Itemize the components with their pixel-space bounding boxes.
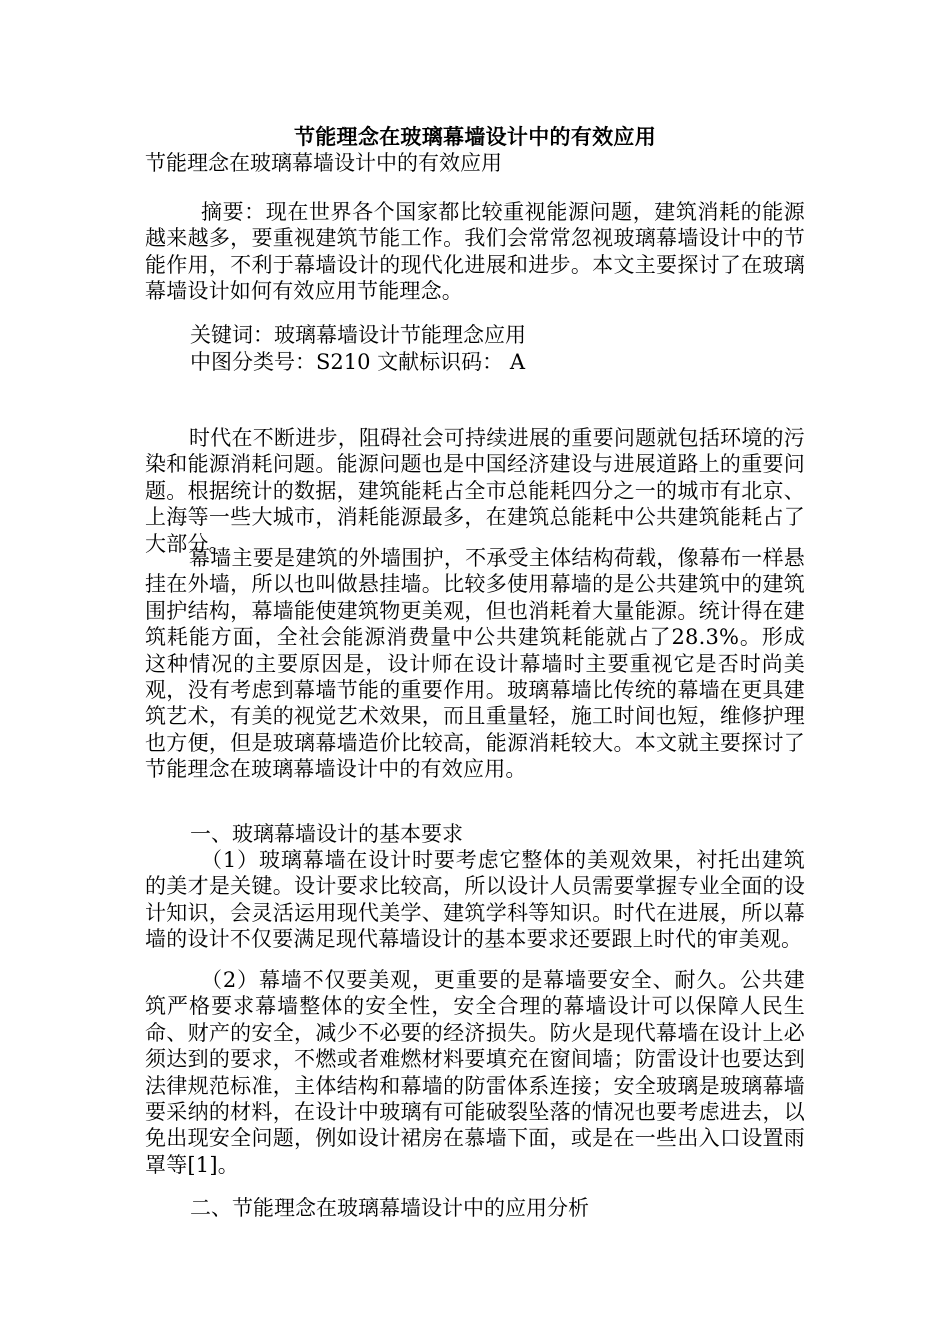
section-1-heading: 一、玻璃幕墙设计的基本要求	[190, 822, 463, 846]
document-title: 节能理念在玻璃幕墙设计中的有效应用	[293, 124, 657, 149]
abstract-paragraph: 摘要：现在世界各个国家都比较重视能源问题，建筑消耗的能源越来越多，要重视建筑节能工作。我们会常常忽视玻璃幕墙设计中的节能作用，不利于幕墙设计的现代化进展和进步。本文主要探讨了在玻璃幕墙设计如何有效应用节能理念。	[145, 200, 805, 304]
section-2-heading: 二、节能理念在玻璃幕墙设计中的应用分析	[190, 1196, 589, 1220]
classification-line: 中图分类号：S210 文献标识码： A	[190, 350, 525, 374]
keywords-line: 关键词：玻璃幕墙设计节能理念应用	[190, 323, 526, 347]
body-paragraph-2: 幕墙主要是建筑的外墙围护，不承受主体结构荷载，像幕布一样悬挂在外墙，所以也叫做悬挂墙。比较多使用幕墙的是公共建筑中的建筑围护结构，幕墙能使建筑物更美观，但也消耗着大量能源。统计得在建筑耗能方面，全社会能源消费量中公共建筑耗能就占了28.3%。形成这种情况的主要原因是，设计师在设计幕墙时主要重视它是否时尚美观，没有考虑到幕墙节能的重要作用。玻璃幕墙比传统的幕墙在更具建筑艺术，有美的视觉艺术效果，而且重量轻，施工时间也短，维修护理也方便，但是玻璃幕墙造价比较高，能源消耗较大。本文就主要探讨了节能理念在玻璃幕墙设计中的有效应用。	[145, 546, 805, 782]
section-1-item-2: （2）幕墙不仅要美观，更重要的是幕墙要安全、耐久。公共建筑严格要求幕墙整体的安全性，安全合理的幕墙设计可以保障人民生命、财产的安全，减少不必要的经济损失。防火是现代幕墙在设计上必须达到的要求，不燃或者难燃材料要填充在窗间墙；防雷设计也要达到法律规范标准，主体结构和幕墙的防雷体系连接；安全玻璃是玻璃幕墙要采纳的材料，在设计中玻璃有可能破裂坠落的情况也要考虑进去，以免出现安全问题，例如设计裙房在慕墙下面，或是在一些出入口设置雨罩等[1]。	[145, 968, 805, 1177]
body-paragraph-1: 时代在不断进步，阻碍社会可持续进展的重要问题就包括环境的污染和能源消耗问题。能源问题也是中国经济建设与进展道路上的重要问题。根据统计的数据，建筑能耗占全市总能耗四分之一的城市有北京、上海等一些大城市，消耗能源最多，在建筑总能耗中公共建筑能耗占了大部分。	[145, 426, 805, 556]
document-subtitle: 节能理念在玻璃幕墙设计中的有效应用	[145, 151, 502, 175]
section-1-item-1: （1）玻璃幕墙在设计时要考虑它整体的美观效果，衬托出建筑的美才是关键。设计要求比较高，所以设计人员需要掌握专业全面的设计知识，会灵活运用现代美学、建筑学科等知识。时代在进展，所以幕墙的设计不仅要满足现代幕墙设计的基本要求还要跟上时代的审美观。	[145, 848, 805, 952]
